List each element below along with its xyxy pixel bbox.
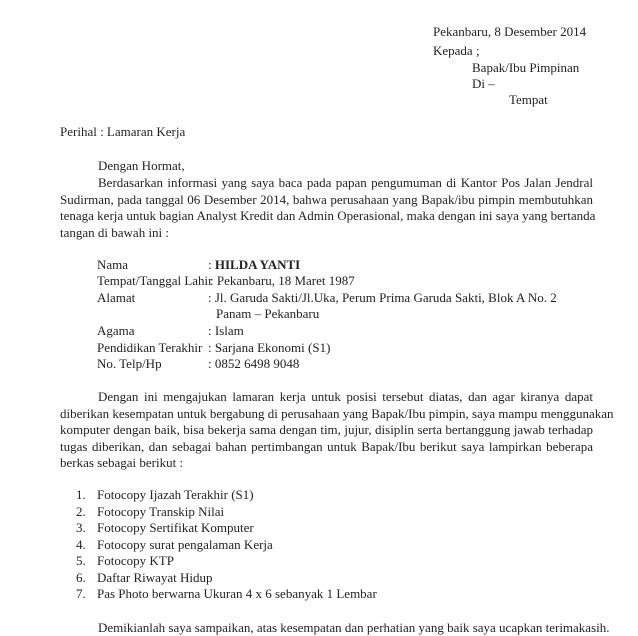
address-value-line2: Panam – Pekanbaru — [216, 306, 320, 321]
list-number: 3. — [76, 520, 86, 535]
list-text: Fotocopy Transkip Nilai — [97, 503, 225, 519]
to-label: Kepada ; — [433, 43, 480, 58]
intro-paragraph — [60, 175, 596, 241]
religion-label: Agama — [97, 323, 135, 338]
list-number: 1. — [76, 487, 86, 502]
phone-label: No. Telp/Hp — [97, 356, 162, 371]
address-value: : Jl. Garuda Sakti/Jl.Uka, Perum Prima Garuda Sakti, Blok A No. 2 — [208, 290, 557, 305]
list-text: Fotocopy Ijazah Terakhir (S1) — [97, 487, 254, 502]
list-item — [76, 570, 377, 587]
body-line: berkas sebagai berikut : — [60, 455, 184, 471]
subject-line: Perihal : Lamaran Kerja — [60, 124, 186, 139]
list-number: 2. — [76, 503, 86, 519]
list-number: 7. — [76, 586, 86, 601]
recipient: Bapak/Ibu Pimpinan — [472, 60, 580, 75]
closing-line: Demikianlah saya sampaikan, atas kesempatan dan perhatian yang baik saya ucapkan terimakasih. — [98, 620, 610, 635]
location: Tempat — [509, 92, 548, 107]
body-paragraph — [60, 389, 614, 472]
intro-line: Sudirman, pada tanggal 06 Desember 2014, bahwa perusahaan yang Bapak/ibu pimpin membutuhkan — [60, 191, 593, 207]
intro-line: Berdasarkan informasi yang saya baca pada papan pengumuman di Kantor Pos Jalan Jendral — [98, 175, 593, 190]
name-value — [208, 257, 300, 273]
intro-line: tangan di bawah ini : — [60, 224, 170, 240]
list-item — [76, 586, 377, 603]
list-text: Fotocopy Sertifikat Komputer — [97, 520, 254, 535]
list-number: 6. — [76, 569, 86, 585]
birth-label: Tempat/Tanggal Lahir — [97, 273, 213, 288]
address-label: Alamat — [97, 290, 136, 305]
list-text: Fotocopy surat pengalaman Kerja — [97, 536, 273, 552]
list-item — [76, 520, 377, 537]
name-colon: : — [208, 257, 215, 272]
list-number: 5. — [76, 553, 86, 568]
education-value: : Sarjana Ekonomi (S1) — [208, 340, 331, 355]
phone-value: : 0852 6498 9048 — [208, 356, 300, 371]
list-item — [76, 487, 377, 504]
body-line: Dengan ini mengajukan lamaran kerja untuk posisi tersebut diatas, dan agar kiranya dapat — [98, 389, 593, 404]
greeting: Dengan Hormat, — [98, 158, 185, 173]
name-label: Nama — [97, 257, 129, 272]
list-item — [76, 553, 377, 570]
place-date: Pekanbaru, 8 Desember 2014 — [433, 24, 587, 39]
body-line: komputer dengan baik, bisa bekerja sama dengan tim, jujur, disiplin serta bertanggung jawab terhadap — [60, 422, 593, 438]
attachment-list — [76, 487, 377, 603]
list-item — [76, 537, 377, 554]
list-item — [76, 504, 377, 521]
intro-line: tenaga kerja untuk bagian Analyst Kredit dan Admin Operasional, maka dengan ini saya yang bertanda — [60, 208, 596, 224]
body-line: diberikan kesempatan untuk bergabung di perusahaan yang Bapak/Ibu pimpin, saya mampu menggunakan — [60, 405, 614, 421]
list-text: Pas Photo berwarna Ukuran 4 x 6 sebanyak 1 Lembar — [97, 586, 377, 601]
list-text: Daftar Riwayat Hidup — [97, 569, 213, 585]
body-line: tugas diberikan, dan sebagai bahan pertimbangan untuk Bapak/Ibu berikut saya lampirkan beberapa — [60, 438, 593, 454]
at-label: Di – — [472, 76, 495, 91]
religion-value: : Islam — [208, 323, 244, 338]
applicant-name: HILDA YANTI — [214, 257, 301, 272]
birth-value: : Pekanbaru, 18 Maret 1987 — [210, 273, 355, 288]
education-label: Pendidikan Terakhir — [97, 340, 203, 355]
list-number: 4. — [76, 536, 86, 552]
list-text: Fotocopy KTP — [97, 553, 174, 568]
